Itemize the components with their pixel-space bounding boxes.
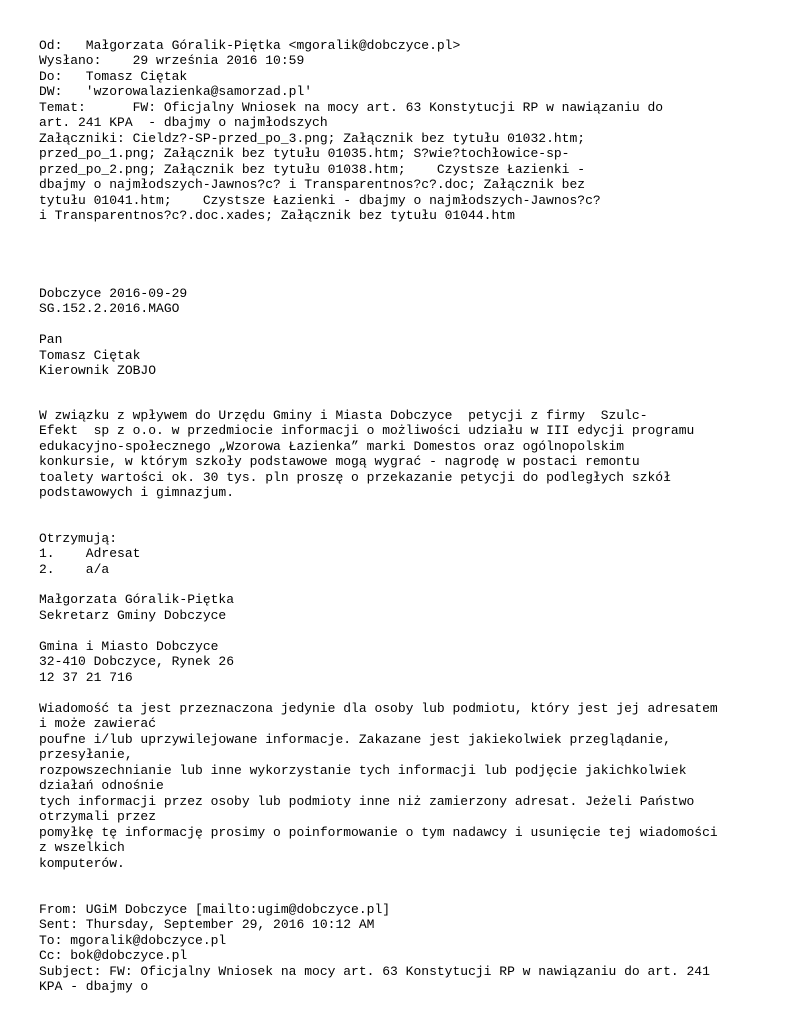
office-address: 32-410 Dobczyce, Rynek 26: [39, 654, 235, 669]
disclaimer-line: otrzymali przez: [39, 809, 157, 824]
forwarded-subject-cont: KPA - dbajmy o: [39, 979, 149, 994]
signature-name: Małgorzata Góralik-Piętka: [39, 592, 235, 607]
header-attachments-line: przed_po_1.png; Załącznik bez tytułu 01035.htm; S?wie?tochłowice-sp-: [39, 146, 570, 161]
forwarded-from: From: UGiM Dobczyce [mailto:ugim@dobczyce.pl]: [39, 902, 391, 917]
recipient-item: 2. a/a: [39, 562, 110, 577]
disclaimer-line: działań odnośnie: [39, 778, 164, 793]
header-attachments: Załączniki: Cieldz?-SP-przed_po_3.png; Załącznik bez tytułu 01032.htm;: [39, 131, 586, 146]
header-to: Do: Tomasz Ciętak: [39, 69, 188, 84]
addressee-line: Pan: [39, 332, 63, 347]
letter-body-line: Efekt sp z o.o. w przedmiocie informacji o możliwości udziału w III edycji programu: [39, 423, 695, 438]
forwarded-subject: Subject: FW: Oficjalny Wniosek na mocy art. 63 Konstytucji RP w nawiązaniu do art. 241: [39, 964, 710, 979]
disclaimer-line: z wszelkich: [39, 840, 125, 855]
disclaimer-line: pomyłkę tę informację prosimy o poinformowanie o tym nadawcy i usunięcie tej wiadomości: [39, 825, 718, 840]
disclaimer-line: Wiadomość ta jest przeznaczona jedynie dla osoby lub podmiotu, który jest jej adresatem: [39, 701, 718, 716]
header-attachments-line: tytułu 01041.htm; Czystsze Łazienki - dbajmy o najmłodszych-Jawnos?c?: [39, 193, 601, 208]
header-sent: Wysłano: 29 września 2016 10:59: [39, 53, 305, 68]
header-cc: DW: 'wzorowalazienka@samorzad.pl': [39, 84, 313, 99]
disclaimer-line: i może zawierać: [39, 716, 157, 731]
header-subject: Temat: FW: Oficjalny Wniosek na mocy art. 63 Konstytucji RP w nawiązaniu do: [39, 100, 664, 115]
disclaimer-line: tych informacji przez osoby lub podmioty inne niż zamierzony adresat. Jeżeli Państwo: [39, 794, 695, 809]
signature-title: Sekretarz Gminy Dobczyce: [39, 608, 227, 623]
disclaimer-line: przesyłanie,: [39, 747, 133, 762]
header-attachments-line: i Transparentnos?c?.doc.xades; Załącznik bez tytułu 01044.htm: [39, 208, 515, 223]
letter-body-line: toalety wartości ok. 30 tys. pln proszę o przekazanie petycji do podległych szkół: [39, 470, 671, 485]
letter-reference: SG.152.2.2016.MAGO: [39, 301, 180, 316]
disclaimer-line: poufne i/lub uprzywilejowane informacje. Zakazane jest jakiekolwiek przeglądanie,: [39, 732, 671, 747]
forwarded-to: To: mgoralik@dobczyce.pl: [39, 933, 227, 948]
recipient-item: 1. Adresat: [39, 546, 141, 561]
addressee-line: Tomasz Ciętak: [39, 348, 141, 363]
letter-body-line: W związku z wpływem do Urzędu Gminy i Miasta Dobczyce petycji z firmy Szulc-: [39, 408, 648, 423]
letter-body-line: konkursie, w którym szkoły podstawowe mogą wygrać - nagrodę w postaci remontu: [39, 454, 640, 469]
disclaimer-line: komputerów.: [39, 856, 125, 871]
header-attachments-line: dbajmy o najmłodszych-Jawnos?c? i Transparentnos?c?.doc; Załącznik bez: [39, 177, 586, 192]
letter-body-line: podstawowych i gimnazjum.: [39, 485, 235, 500]
recipients-title: Otrzymują:: [39, 531, 118, 546]
letter-date: Dobczyce 2016-09-29: [39, 286, 188, 301]
letter-body-line: edukacyjno-społecznego „Wzorowa Łazienka” marki Domestos oraz ogólnopolskim: [39, 439, 625, 454]
disclaimer-line: rozpowszechnianie lub inne wykorzystanie tych informacji lub podjęcie jakichkolwiek: [39, 763, 687, 778]
office-phone: 12 37 21 716: [39, 670, 133, 685]
forwarded-sent: Sent: Thursday, September 29, 2016 10:12 AM: [39, 917, 375, 932]
header-attachments-line: przed_po_2.png; Załącznik bez tytułu 01038.htm; Czystsze Łazienki -: [39, 162, 586, 177]
header-subject-cont: art. 241 KPA - dbajmy o najmłodszych: [39, 115, 328, 130]
header-from: Od: Małgorzata Góralik-Piętka <mgoralik@dobczyce.pl>: [39, 38, 461, 53]
office-name: Gmina i Miasto Dobczyce: [39, 639, 219, 654]
addressee-line: Kierownik ZOBJO: [39, 363, 157, 378]
forwarded-cc: Cc: bok@dobczyce.pl: [39, 948, 188, 963]
